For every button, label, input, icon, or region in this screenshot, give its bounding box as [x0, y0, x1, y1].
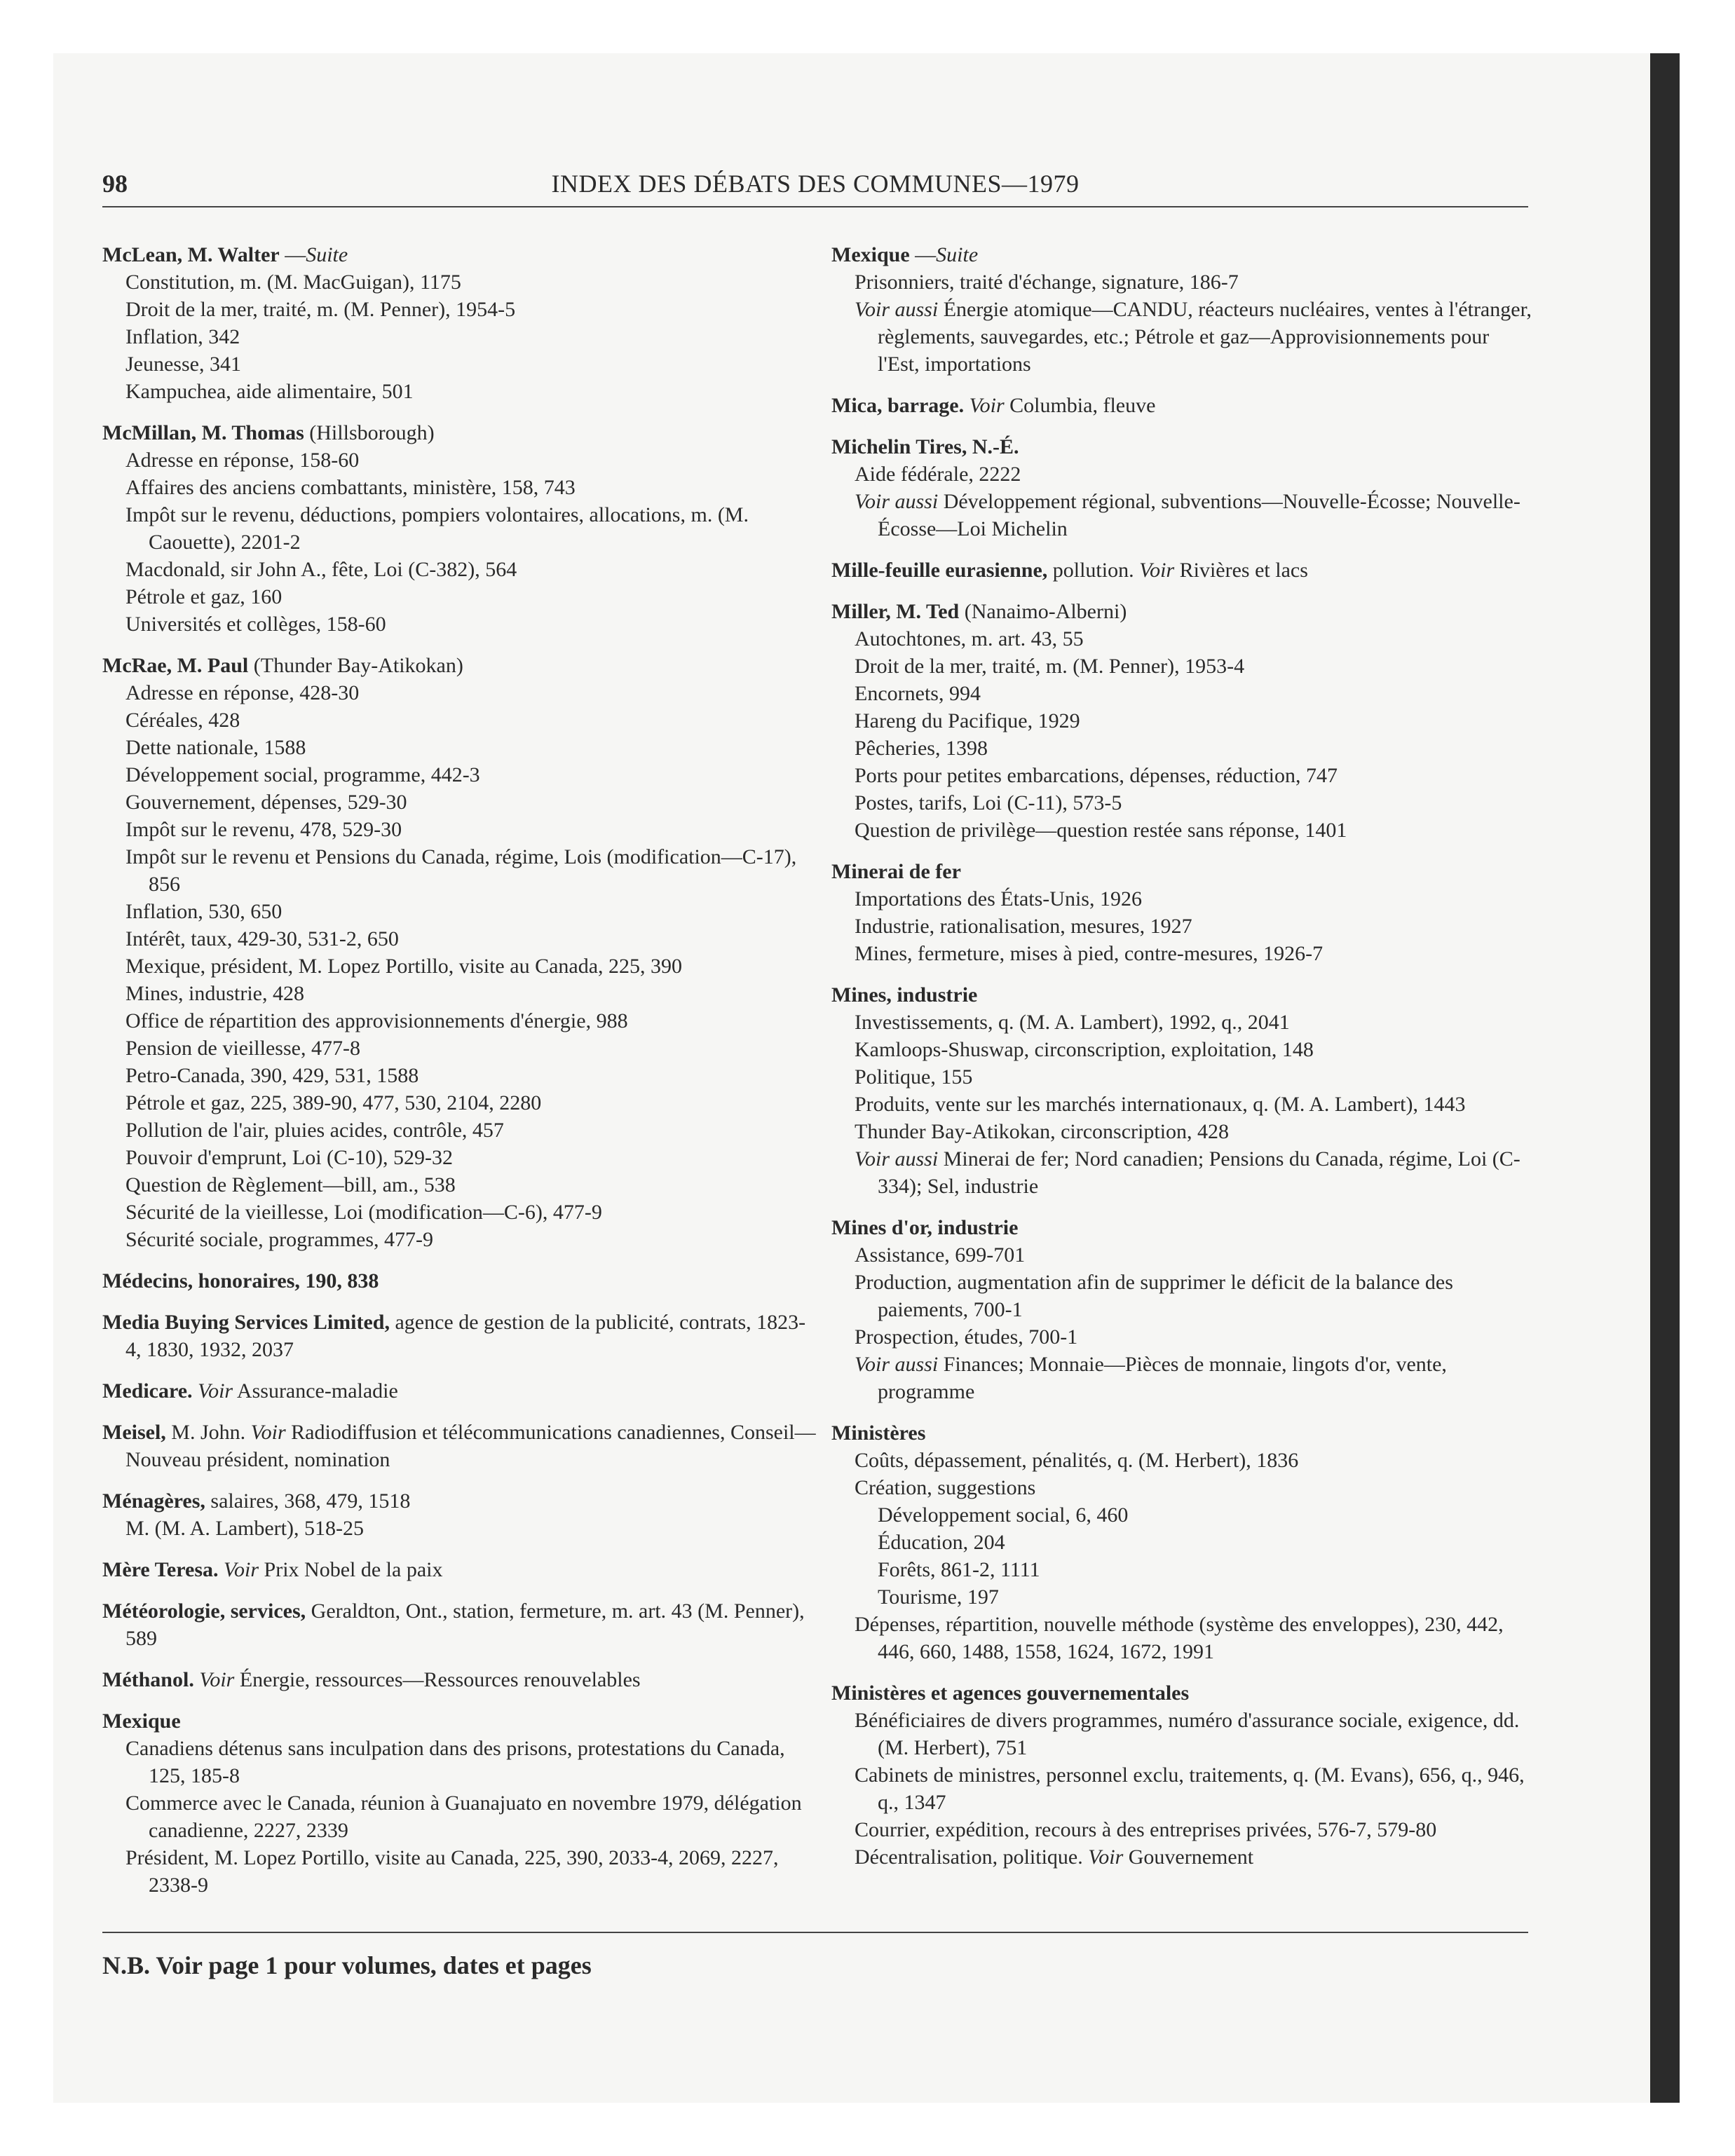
- entry-subentry: [831, 460, 1532, 488]
- entry-text: Dépenses, répartition, nouvelle méthode (système des enveloppes), 230, 442, 446, 660, 1488, 1558, 1624, 1672, 1991: [855, 1613, 1504, 1663]
- entry-heading: [831, 981, 1532, 1009]
- index-entry: [102, 652, 817, 1253]
- entry-subentry: [102, 350, 817, 378]
- entry-text: Importations des États-Unis, 1926: [855, 887, 1142, 910]
- entry-text: Universités et collèges, 158-60: [125, 613, 386, 636]
- entry-text: Production, augmentation afin de supprimer le déficit de la balance des paiements, 700-1: [855, 1271, 1453, 1321]
- entry-subentry: [102, 446, 817, 474]
- entry-text: Ministères et agences gouvernementales: [831, 1681, 1190, 1705]
- entry-text: Mexique: [831, 243, 910, 266]
- entry-text: Prix Nobel de la paix: [259, 1558, 443, 1581]
- entry-subentry: [831, 789, 1532, 817]
- entry-text: Voir aussi: [855, 298, 939, 321]
- entry-subentry: [102, 323, 817, 350]
- entry-text: Pétrole et gaz, 225, 389-90, 477, 530, 2104, 2280: [125, 1091, 542, 1114]
- entry-text: M. (M. A. Lambert), 518-25: [125, 1517, 364, 1540]
- index-entry: [831, 557, 1532, 584]
- entry-subentry: [831, 1529, 1532, 1556]
- entry-text: Sécurité de la vieillesse, Loi (modification—C-6), 477-9: [125, 1201, 602, 1224]
- entry-text: Adresse en réponse, 428-30: [125, 681, 360, 704]
- entry-subentry: [102, 679, 817, 707]
- entry-text: Finances; Monnaie—Pièces de monnaie, lingots d'or, vente, programme: [878, 1353, 1447, 1403]
- entry-heading: [831, 858, 1532, 885]
- entry-text: Postes, tarifs, Loi (C-11), 573-5: [855, 791, 1122, 814]
- entry-subentry: [102, 816, 817, 843]
- entry-text: McMillan, M. Thomas: [102, 421, 304, 444]
- entry-subentry: [831, 1611, 1532, 1665]
- left-column: [102, 241, 817, 1913]
- entry-text: Assurance-maladie: [233, 1379, 398, 1403]
- entry-text: Météorologie, services,: [102, 1599, 306, 1623]
- entry-heading: [102, 652, 817, 679]
- entry-subentry: [831, 1583, 1532, 1611]
- entry-text: Meisel,: [102, 1421, 166, 1444]
- entry-text: Président, M. Lopez Portillo, visite au Canada, 225, 390, 2033-4, 2069, 2227, 2338-9: [125, 1846, 779, 1897]
- entry-text: Pétrole et gaz, 160: [125, 585, 283, 608]
- page-header: [102, 167, 1528, 207]
- entry-subentry: [831, 1474, 1532, 1501]
- entry-text: Aide fédérale, 2222: [855, 463, 1021, 486]
- entry-subentry: [102, 1007, 817, 1035]
- entry-subentry: [102, 925, 817, 953]
- entry-text: Produits, vente sur les marchés internationaux, q. (M. A. Lambert), 1443: [855, 1093, 1466, 1116]
- entry-text: Rivières et lacs: [1174, 559, 1308, 582]
- entry-text: Investissements, q. (M. A. Lambert), 1992, q., 2041: [855, 1011, 1290, 1034]
- entry-heading: [831, 392, 1532, 419]
- index-entry: [102, 1267, 817, 1295]
- entry-text: Hareng du Pacifique, 1929: [855, 709, 1080, 732]
- entry-subentry: [831, 1118, 1532, 1145]
- entry-subentry: [831, 1036, 1532, 1063]
- entry-subentry: [831, 1843, 1532, 1871]
- index-entry: [102, 1377, 817, 1405]
- footer-rule: [102, 1932, 1528, 1933]
- entry-text: (Hillsborough): [304, 421, 435, 444]
- entry-subentry: [831, 1241, 1532, 1269]
- entry-subentry: [102, 556, 817, 583]
- entry-subentry: [102, 1844, 817, 1899]
- entry-text: Michelin Tires, N.-É.: [831, 435, 1019, 458]
- entry-heading: [102, 1309, 817, 1363]
- entry-text: Gouvernement: [1123, 1845, 1254, 1869]
- entry-subentry: [831, 1269, 1532, 1323]
- entry-text: agence de gestion de la publicité, contrats, 1823-4, 1830, 1932, 2037: [125, 1311, 806, 1361]
- entry-text: Voir aussi: [855, 1147, 939, 1171]
- entry-text: Énergie, ressources—Ressources renouvelables: [234, 1668, 641, 1691]
- entry-text: Voir: [224, 1558, 259, 1581]
- entry-text: Méthanol.: [102, 1668, 194, 1691]
- entry-text: Suite: [306, 243, 348, 266]
- entry-text: (Nanaimo-Alberni): [959, 600, 1127, 623]
- entry-heading: [102, 1377, 817, 1405]
- entry-subentry: [831, 268, 1532, 296]
- index-entry: [831, 1679, 1532, 1871]
- entry-text: Petro-Canada, 390, 429, 531, 1588: [125, 1064, 419, 1087]
- entry-text: Impôt sur le revenu, déductions, pompiers volontaires, allocations, m. (M. Caouette), 2201-2: [125, 503, 749, 554]
- entry-subentry: [831, 913, 1532, 940]
- entry-text: Voir: [969, 394, 1005, 417]
- entry-text: salaires, 368, 479, 1518: [205, 1489, 411, 1513]
- entry-text: Voir: [1088, 1845, 1124, 1869]
- entry-subentry: [831, 1091, 1532, 1118]
- index-entry: [102, 241, 817, 405]
- entry-text: Bénéficiaires de divers programmes, numéro d'assurance sociale, exigence, dd. (M. Herbert), 751: [855, 1709, 1520, 1759]
- entry-subentry: [831, 885, 1532, 913]
- entry-text: Pêcheries, 1398: [855, 737, 988, 760]
- entry-subentry: [102, 1171, 817, 1199]
- entry-text: Adresse en réponse, 158-60: [125, 449, 360, 472]
- index-entry: [102, 419, 817, 638]
- entry-subentry: [102, 1035, 817, 1062]
- entry-text: Commerce avec le Canada, réunion à Guanajuato en novembre 1979, délégation canadienne, 2227, 2339: [125, 1792, 802, 1842]
- entry-text: Ministères: [831, 1421, 926, 1445]
- entry-heading: [831, 598, 1532, 625]
- entry-subentry: [831, 488, 1532, 543]
- entry-heading: [831, 433, 1532, 460]
- entry-text: Pouvoir d'emprunt, Loi (C-10), 529-32: [125, 1146, 454, 1169]
- entry-text: Assistance, 699-701: [855, 1243, 1026, 1267]
- entry-text: Office de répartition des approvisionnements d'énergie, 988: [125, 1009, 628, 1032]
- entry-subentry: [102, 1199, 817, 1226]
- entry-text: Développement régional, subventions—Nouvelle-Écosse; Nouvelle-Écosse—Loi Michelin: [878, 490, 1520, 540]
- index-entry: [831, 433, 1532, 543]
- entry-heading: [831, 557, 1532, 584]
- entry-text: [193, 1379, 198, 1403]
- entry-text: Ménagères,: [102, 1489, 205, 1513]
- entry-subentry: [102, 1144, 817, 1171]
- entry-text: Mère Teresa.: [102, 1558, 219, 1581]
- entry-subentry: [102, 734, 817, 761]
- entry-text: Céréales, 428: [125, 709, 240, 732]
- entry-subentry: [102, 789, 817, 816]
- entry-text: Voir aussi: [855, 490, 939, 513]
- entry-text: Inflation, 342: [125, 325, 240, 348]
- entry-text: Prospection, études, 700-1: [855, 1325, 1078, 1349]
- entry-subentry: [102, 296, 817, 323]
- entry-subentry: [831, 1556, 1532, 1583]
- entry-text: Affaires des anciens combattants, ministère, 158, 743: [125, 476, 576, 499]
- entry-text: Dette nationale, 1588: [125, 736, 306, 759]
- index-entry: [831, 858, 1532, 967]
- entry-text: Énergie atomique—CANDU, réacteurs nucléaires, ventes à l'étranger, règlements, sauvegardes, etc.; Pétrole et gaz—Approvisionnements pour l'Est, importations: [878, 298, 1532, 376]
- right-column: [831, 241, 1532, 1885]
- entry-text: Encornets, 994: [855, 682, 981, 705]
- entry-subentry: [102, 1117, 817, 1144]
- entry-text: Macdonald, sir John A., fête, Loi (C-382), 564: [125, 558, 517, 581]
- entry-text: Kamloops-Shuswap, circonscription, exploitation, 148: [855, 1038, 1314, 1061]
- entry-text: Cabinets de ministres, personnel exclu, traitements, q. (M. Evans), 656, q., 946, q., 1347: [855, 1763, 1525, 1814]
- entry-text: McLean, M. Walter: [102, 243, 280, 266]
- entry-subentry: [102, 1226, 817, 1253]
- entry-text: Forêts, 861-2, 1111: [878, 1558, 1040, 1581]
- index-entry: [102, 1597, 817, 1652]
- entry-text: Kampuchea, aide alimentaire, 501: [125, 380, 414, 403]
- index-entry: [831, 981, 1532, 1200]
- entry-text: Question de Règlement—bill, am., 538: [125, 1173, 456, 1196]
- entry-heading: [102, 1267, 817, 1295]
- entry-text: Constitution, m. (M. MacGuigan), 1175: [125, 271, 461, 294]
- index-entry: [831, 598, 1532, 844]
- scan-edge: [1650, 53, 1680, 2103]
- entry-subentry: [831, 1761, 1532, 1816]
- entry-heading: [831, 1214, 1532, 1241]
- entry-heading: [102, 1487, 817, 1515]
- entry-text: Coûts, dépassement, pénalités, q. (M. Herbert), 1836: [855, 1449, 1299, 1472]
- entry-subentry: [831, 1009, 1532, 1036]
- entry-subentry: [831, 1323, 1532, 1351]
- page-title: INDEX DES DÉBATS DES COMMUNES—1979: [551, 170, 1080, 198]
- entry-text: Pollution de l'air, pluies acides, contrôle, 457: [125, 1119, 504, 1142]
- entry-text: Droit de la mer, traité, m. (M. Penner), 1954-5: [125, 298, 516, 321]
- entry-subentry: [831, 707, 1532, 735]
- page-number: 98: [102, 170, 128, 198]
- entry-text: Courrier, expédition, recours à des entreprises privées, 576-7, 579-80: [855, 1818, 1437, 1841]
- entry-heading: [102, 1556, 817, 1583]
- entry-text: Autochtones, m. art. 43, 55: [855, 627, 1084, 650]
- entry-subentry: [831, 1816, 1532, 1843]
- footer-note: N.B. Voir page 1 pour volumes, dates et pages: [102, 1951, 592, 1979]
- entry-text: Mines d'or, industrie: [831, 1216, 1019, 1239]
- index-entry: [831, 1419, 1532, 1665]
- entry-text: Mica, barrage.: [831, 394, 965, 417]
- entry-text: Voir: [1139, 559, 1175, 582]
- entry-subentry: [102, 1789, 817, 1844]
- entry-text: Sécurité sociale, programmes, 477-9: [125, 1228, 434, 1251]
- entry-text: M. John.: [165, 1421, 251, 1444]
- entry-text: McRae, M. Paul: [102, 654, 249, 677]
- entry-heading: [102, 419, 817, 446]
- entry-text: Voir: [198, 1379, 233, 1403]
- index-entry: [831, 1214, 1532, 1405]
- entry-subentry: [102, 268, 817, 296]
- entry-text: pollution.: [1047, 559, 1140, 582]
- entry-text: Impôt sur le revenu, 478, 529-30: [125, 818, 402, 841]
- index-entry: [102, 1666, 817, 1693]
- entry-text: Mexique, président, M. Lopez Portillo, visite au Canada, 225, 390: [125, 955, 683, 978]
- entry-subentry: [102, 1735, 817, 1789]
- entry-heading: [831, 1679, 1532, 1707]
- entry-subentry: [831, 817, 1532, 844]
- entry-text: Voir: [199, 1668, 235, 1691]
- entry-text: Éducation, 204: [878, 1531, 1005, 1554]
- entry-subentry: [102, 378, 817, 405]
- entry-subentry: [831, 296, 1532, 378]
- entry-subentry: [102, 707, 817, 734]
- entry-subentry: [831, 1707, 1532, 1761]
- entry-text: [964, 394, 969, 417]
- entry-text: Geraldton, Ont., station, fermeture, m. art. 43 (M. Penner), 589: [125, 1599, 805, 1650]
- entry-heading: [831, 1419, 1532, 1447]
- entry-heading: [102, 241, 817, 268]
- entry-text: Minerai de fer; Nord canadien; Pensions du Canada, régime, Loi (C-334); Sel, industrie: [878, 1147, 1520, 1198]
- entry-text: Miller, M. Ted: [831, 600, 960, 623]
- entry-text: (Thunder Bay-Atikokan): [248, 654, 463, 677]
- entry-text: Développement social, programme, 442-3: [125, 763, 480, 786]
- entry-subentry: [831, 1501, 1532, 1529]
- entry-text: Thunder Bay-Atikokan, circonscription, 428: [855, 1120, 1230, 1143]
- index-entry: [831, 392, 1532, 419]
- entry-subentry: [102, 980, 817, 1007]
- entry-subentry: [831, 625, 1532, 653]
- entry-subentry: [831, 1351, 1532, 1405]
- index-entry: [102, 1309, 817, 1363]
- entry-text: [219, 1558, 224, 1581]
- entry-subentry: [831, 680, 1532, 707]
- entry-text: Mines, industrie, 428: [125, 982, 304, 1005]
- entry-text: Mines, fermeture, mises à pied, contre-mesures, 1926-7: [855, 942, 1324, 965]
- entry-subentry: [102, 953, 817, 980]
- entry-text: Tourisme, 197: [878, 1585, 999, 1609]
- entry-subentry: [831, 1063, 1532, 1091]
- entry-text: Columbia, fleuve: [1004, 394, 1156, 417]
- entry-subentry: [102, 474, 817, 501]
- entry-subentry: [102, 1089, 817, 1117]
- entry-text: Création, suggestions: [855, 1476, 1036, 1499]
- entry-text: Radiodiffusion et télécommunications canadiennes, Conseil—Nouveau président, nomination: [125, 1421, 816, 1471]
- entry-text: Prisonniers, traité d'échange, signature, 186-7: [855, 271, 1239, 294]
- index-entry: [102, 1419, 817, 1473]
- entry-text: Mines, industrie: [831, 983, 978, 1007]
- entry-text: Ports pour petites embarcations, dépenses, réduction, 747: [855, 764, 1338, 787]
- entry-text: Décentralisation, politique.: [855, 1845, 1089, 1869]
- index-entry: [102, 1707, 817, 1899]
- entry-text: Impôt sur le revenu et Pensions du Canada, régime, Lois (modification—C-17), 856: [125, 845, 797, 896]
- entry-subentry: [102, 898, 817, 925]
- entry-text: Inflation, 530, 650: [125, 900, 283, 923]
- entry-text: Jeunesse, 341: [125, 353, 241, 376]
- entry-text: Politique, 155: [855, 1065, 973, 1089]
- entry-text: Voir: [250, 1421, 286, 1444]
- entry-text: Industrie, rationalisation, mesures, 1927: [855, 915, 1192, 938]
- entry-subentry: [102, 501, 817, 556]
- entry-subentry: [831, 1447, 1532, 1474]
- index-entry: [831, 241, 1532, 378]
- entry-text: Gouvernement, dépenses, 529-30: [125, 791, 407, 814]
- entry-subentry: [102, 843, 817, 898]
- entry-text: Mille-feuille eurasienne,: [831, 559, 1048, 582]
- entry-heading: [102, 1419, 817, 1473]
- entry-text: Médecins, honoraires, 190, 838: [102, 1269, 379, 1292]
- entry-subentry: [831, 653, 1532, 680]
- entry-text: —: [279, 243, 306, 266]
- entry-subentry: [102, 1515, 817, 1542]
- entry-heading: [102, 1707, 817, 1735]
- entry-subentry: [102, 1062, 817, 1089]
- entry-subentry: [831, 940, 1532, 967]
- entry-subentry: [102, 583, 817, 610]
- entry-subentry: [831, 1145, 1532, 1200]
- entry-subentry: [831, 762, 1532, 789]
- entry-text: Voir aussi: [855, 1353, 939, 1376]
- entry-text: Droit de la mer, traité, m. (M. Penner), 1953-4: [855, 655, 1245, 678]
- entry-text: Question de privilège—question restée sans réponse, 1401: [855, 819, 1347, 842]
- entry-text: Medicare.: [102, 1379, 193, 1403]
- entry-heading: [831, 241, 1532, 268]
- entry-text: Suite: [936, 243, 979, 266]
- entry-text: Media Buying Services Limited,: [102, 1311, 390, 1334]
- entry-text: Intérêt, taux, 429-30, 531-2, 650: [125, 927, 399, 950]
- entry-text: Mexique: [102, 1710, 181, 1733]
- entry-text: Minerai de fer: [831, 860, 961, 883]
- entry-heading: [102, 1666, 817, 1693]
- entry-text: Canadiens détenus sans inculpation dans des prisons, protestations du Canada, 125, 185-8: [125, 1737, 785, 1787]
- entry-subentry: [102, 610, 817, 638]
- index-entry: [102, 1487, 817, 1542]
- entry-text: Pension de vieillesse, 477-8: [125, 1037, 360, 1060]
- entry-subentry: [102, 761, 817, 789]
- entry-heading: [102, 1597, 817, 1652]
- entry-text: —: [909, 243, 937, 266]
- index-entry: [102, 1556, 817, 1583]
- entry-text: Développement social, 6, 460: [878, 1503, 1129, 1527]
- entry-subentry: [831, 735, 1532, 762]
